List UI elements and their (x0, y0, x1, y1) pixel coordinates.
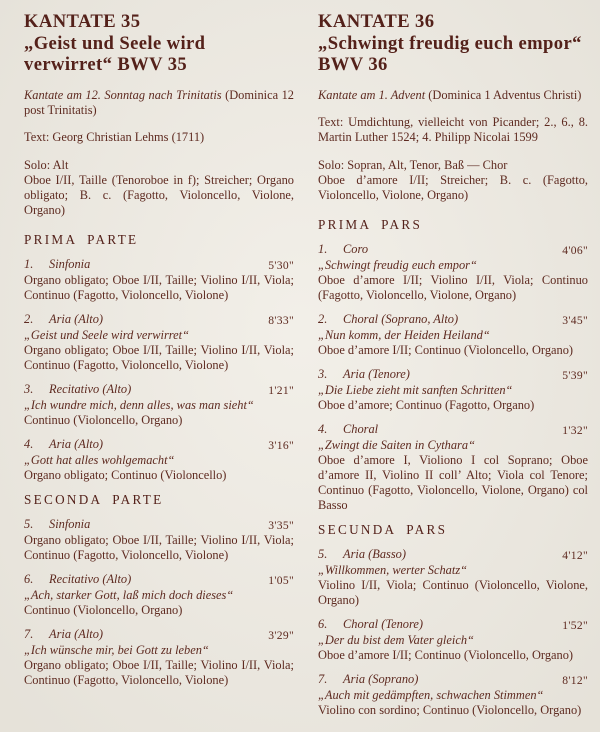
movement-scoring: Violino con sordino; Continuo (Violoncello, Organo) (318, 702, 582, 717)
section-heading: PRIMA PARTE (24, 231, 139, 247)
movement (24, 437, 294, 483)
movement-duration: 1'32" (562, 423, 588, 437)
cantata-title (24, 11, 294, 76)
movement-scoring: Organo obligato; Oboe I/II, Taille; Violino I/II, Viola; Continuo (Fagotto, Violoncello, Violone) (24, 532, 294, 562)
movement (24, 627, 294, 688)
movement-header (24, 382, 294, 398)
movement-title: Sinfonia (49, 256, 91, 271)
movement-header (318, 367, 588, 383)
movement-header (318, 422, 588, 438)
column-kantate-35 (24, 9, 294, 732)
movement (24, 382, 294, 428)
movement-scoring: Organo obligato; Continuo (Violoncello) (24, 467, 227, 482)
movement-title: Sinfonia (49, 516, 91, 531)
cantata-title (318, 11, 588, 76)
forces-block (24, 158, 294, 218)
movement (318, 242, 588, 303)
movement-incipit: „Zwingt die Saiten in Cythara“ (318, 437, 475, 452)
cantata-title-line: KANTATE 36 (318, 11, 435, 32)
movement-header (318, 617, 588, 633)
cantata-title-line: verwirret“ BWV 35 (24, 54, 188, 75)
movement-title: Aria (Basso) (343, 546, 406, 561)
movement (24, 257, 294, 303)
movement-duration: 3'45" (562, 313, 588, 327)
movement-header (24, 312, 294, 328)
section-heading: SECUNDA PARS (318, 521, 448, 537)
movement-number: 7. (24, 626, 34, 641)
movement-scoring: Continuo (Violoncello, Organo) (24, 602, 183, 617)
occasion-roman: (Dominica 12 post Trinitatis) (24, 87, 294, 117)
movement-incipit: „Gott hat alles wohlgemacht“ (24, 452, 175, 467)
movement-number: 1. (318, 241, 328, 256)
movement (318, 312, 588, 358)
ensemble-scoring: Oboe I/II, Taille (Tenoroboe in f); Streicher; Organo obligato; B. c. (Fagotto, Violoncello, Violone, Organo) (24, 172, 294, 217)
movement-incipit: „Auch mit gedämpften, schwachen Stimmen“ (318, 687, 544, 702)
movement-incipit: „Ach, starker Gott, laß mich doch dieses“ (24, 587, 234, 602)
cantata-title-line: „Geist und Seele wird (24, 32, 206, 54)
text-credit: Text: Georg Christian Lehms (1711) (24, 130, 205, 145)
movement-number: 1. (24, 256, 34, 271)
movement-duration: 4'06" (562, 243, 588, 257)
movement-number: 7. (318, 671, 328, 686)
movement (318, 547, 588, 608)
movement-title: Aria (Soprano) (343, 671, 419, 686)
solo-line: Solo: Alt (24, 157, 69, 172)
movement-title: Recitativo (Alto) (49, 381, 132, 396)
movement-title: Coro (343, 241, 369, 256)
cantata-title-line: KANTATE 35 (24, 11, 141, 32)
movement-title: Choral (343, 421, 379, 436)
movement-duration: 1'21" (268, 383, 294, 397)
ensemble-scoring: Oboe d’amore I/II; Streicher; B. c. (Fagotto, Violoncello, Violone, Organo) (318, 172, 588, 202)
movement-number: 5. (24, 516, 34, 531)
movement-title: Recitativo (Alto) (49, 571, 132, 586)
movement-duration: 1'05" (268, 573, 294, 587)
movement-title: Choral (Soprano, Alto) (343, 311, 459, 326)
movement-number: 6. (24, 571, 34, 586)
section-heading: SECONDA PARTE (24, 491, 164, 507)
movement-incipit: „Die Liebe zieht mit sanften Schritten“ (318, 382, 513, 397)
movement-number: 4. (318, 421, 328, 436)
movement (318, 422, 588, 513)
movement-duration: 3'29" (268, 628, 294, 642)
movement-incipit: „Nun komm, der Heiden Heiland“ (318, 327, 490, 342)
movement (24, 572, 294, 618)
movement-header (24, 572, 294, 588)
forces-block (318, 158, 588, 203)
occasion-italic: Kantate am 1. Advent (318, 87, 426, 102)
occasion-line (24, 88, 294, 118)
movement-duration: 3'16" (268, 438, 294, 452)
movement-scoring: Violino I/II, Viola; Continuo (Violoncello, Violone, Organo) (318, 577, 588, 607)
column-kantate-36 (318, 9, 588, 732)
movement-duration: 1'52" (562, 618, 588, 632)
movement-scoring: Oboe d’amore; Continuo (Fagotto, Organo) (318, 397, 535, 412)
movement-header (24, 437, 294, 453)
movement-scoring: Continuo (Violoncello, Organo) (24, 412, 183, 427)
movement-scoring: Oboe d’amore I/II; Continuo (Violoncello, Organo) (318, 342, 574, 357)
movement-scoring: Organo obligato; Oboe I/II, Taille; Violino I/II, Viola; Continuo (Fagotto, Violoncello, Violone) (24, 342, 294, 372)
movement-title: Aria (Alto) (49, 436, 104, 451)
movement-duration: 4'12" (562, 548, 588, 562)
movement-duration: 5'30" (268, 258, 294, 272)
movement-header (318, 672, 588, 688)
movement-incipit: „Ich wünsche mir, bei Gott zu leben“ (24, 642, 209, 657)
movement (24, 312, 294, 373)
movement-scoring: Oboe d’amore I, Violiono I col Soprano; Oboe d’amore II, Violino II coll’ Alto; Viola col Tenore; Continuo (Fagotto, Violoncello, Violone, Organo) col Basso (318, 452, 588, 512)
movement-duration: 8'12" (562, 673, 588, 687)
section-heading: PRIMA PARS (318, 216, 423, 232)
movement-incipit: „Geist und Seele wird verwirret“ (24, 327, 189, 342)
movement-header (24, 257, 294, 273)
movement-header (318, 547, 588, 563)
movement-scoring: Organo obligato; Oboe I/II, Taille; Violino I/II, Viola; Continuo (Fagotto, Violoncello, Violone) (24, 657, 294, 687)
occasion-italic: Kantate am 12. Sonntag nach Trinitatis (24, 87, 222, 102)
movement-number: 4. (24, 436, 34, 451)
cantata-title-line: BWV 36 (318, 54, 388, 75)
movement-title: Aria (Tenore) (343, 366, 410, 381)
cantata-title-line: „Schwingt freudig euch empor“ (318, 32, 582, 54)
movement-scoring: Oboe d’amore I/II; Continuo (Violoncello, Organo) (318, 647, 574, 662)
movement-header (24, 517, 294, 533)
movement (318, 617, 588, 663)
movement-header (318, 312, 588, 328)
occasion-line (318, 88, 588, 103)
movement-number: 3. (318, 366, 328, 381)
movement-duration: 8'33" (268, 313, 294, 327)
movement-duration: 5'39" (562, 368, 588, 382)
movement (318, 672, 588, 718)
movement-number: 3. (24, 381, 34, 396)
movement-number: 2. (318, 311, 328, 326)
movement-title: Aria (Alto) (49, 626, 104, 641)
movement-scoring: Organo obligato; Oboe I/II, Taille; Violino I/II, Viola; Continuo (Fagotto, Violoncello, Violone) (24, 272, 294, 302)
movement-title: Aria (Alto) (49, 311, 104, 326)
movement-incipit: „Willkommen, werter Schatz“ (318, 562, 468, 577)
movement-incipit: „Ich wundre mich, denn alles, was man sieht“ (24, 397, 254, 412)
movement-incipit: „Schwingt freudig euch empor“ (318, 257, 477, 272)
movement-title: Choral (Tenore) (343, 616, 423, 631)
movement-number: 6. (318, 616, 328, 631)
movement-header (318, 242, 588, 258)
solo-line: Solo: Sopran, Alt, Tenor, Baß — Chor (318, 157, 508, 172)
movement-number: 5. (318, 546, 328, 561)
movement-number: 2. (24, 311, 34, 326)
movement-scoring: Oboe d’amore I/II; Violino I/II, Viola; Continuo (Fagotto, Violoncello, Violone, Organo) (318, 272, 588, 302)
movement (24, 517, 294, 563)
movement-incipit: „Der du bist dem Vater gleich“ (318, 632, 474, 647)
movement-duration: 3'35" (268, 518, 294, 532)
movement (318, 367, 588, 413)
movement-header (24, 627, 294, 643)
occasion-roman: (Dominica 1 Adventus Christi) (425, 87, 582, 102)
text-credit: Text: Umdichtung, vielleicht von Picander; 2., 6., 8. Martin Luther 1524; 4. Philipp Nicolai 1599 (318, 115, 588, 145)
